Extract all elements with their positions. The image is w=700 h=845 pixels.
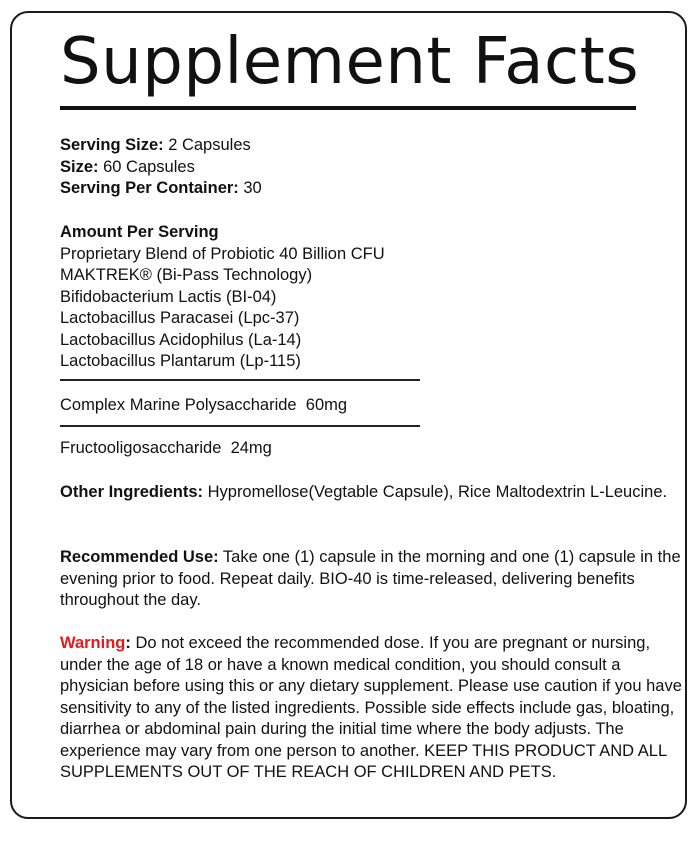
title-divider [60, 106, 636, 110]
amount-heading: Amount Per Serving [60, 223, 219, 241]
ingredient-item: Lactobacillus Paracasei (Lpc-37) [60, 309, 300, 327]
ingredient-item: MAKTREK® (Bi-Pass Technology) [60, 266, 313, 284]
other-ingredients [60, 482, 692, 504]
container-size-row [60, 157, 195, 179]
warning-block [60, 633, 692, 784]
recommended-use [60, 547, 692, 612]
serving-size-row [60, 135, 251, 157]
page-title: Supplement Facts [60, 25, 640, 99]
ingredient-item: Lactobacillus Plantarum (Lp-115) [60, 352, 301, 370]
ingredient-item: Lactobacillus Acidophilus (La-14) [60, 330, 302, 349]
serving-size-label: Serving Size: [60, 136, 164, 154]
warning-label: Warning [60, 634, 126, 652]
section-divider [60, 425, 420, 427]
servings-per-container-row [60, 178, 262, 200]
other-ingredients-label: Other Ingredients: [60, 483, 204, 501]
other-ingredients-text: Hypromellose(Vegtable Capsule), Rice Maltodextrin L-Leucine. [203, 483, 668, 501]
container-size-label: Size: [60, 157, 99, 176]
section-divider [60, 379, 420, 381]
servings-per-container-label: Serving Per Container: [60, 179, 239, 197]
serving-size-value: 2 Capsules [163, 136, 251, 154]
ingredient-item: Proprietary Blend of Probiotic 40 Billion CFU [60, 244, 385, 263]
fructooligosaccharide-row: Fructooligosaccharide 24mg [60, 439, 272, 457]
recommended-use-text: Take one (1) capsule in the morning and one (1) capsule in the evening prior to food. Repeat daily. BIO-40 is time-released, delivering benefits throughout the day. [60, 548, 681, 609]
ingredient-item: Bifidobacterium Lactis (BI-04) [60, 287, 277, 306]
servings-per-container-value: 30 [238, 179, 262, 197]
warning-text: Do not exceed the recommended dose. If you are pregnant or nursing, under the age of 18 or have a known medical condition, you should consult a physician before using this or any dietary supplement. Please use caution if you have sensitivity to any of the listed ingredients. Possible side effects include gas, bloating, diarrhea or abdominal pain during the initial time where the body adjusts. The experience may vary from one person to another. KEEP THIS PRODUCT AND ALL SUPPLEMENTS OUT OF THE REACH OF CHILDREN AND PETS. [60, 634, 682, 781]
recommended-use-label: Recommended Use: [60, 548, 219, 566]
marine-polysaccharide-row: Complex Marine Polysaccharide 60mg [60, 396, 348, 414]
warning-colon: : [125, 634, 131, 652]
container-size-value: 60 Capsules [98, 157, 195, 176]
